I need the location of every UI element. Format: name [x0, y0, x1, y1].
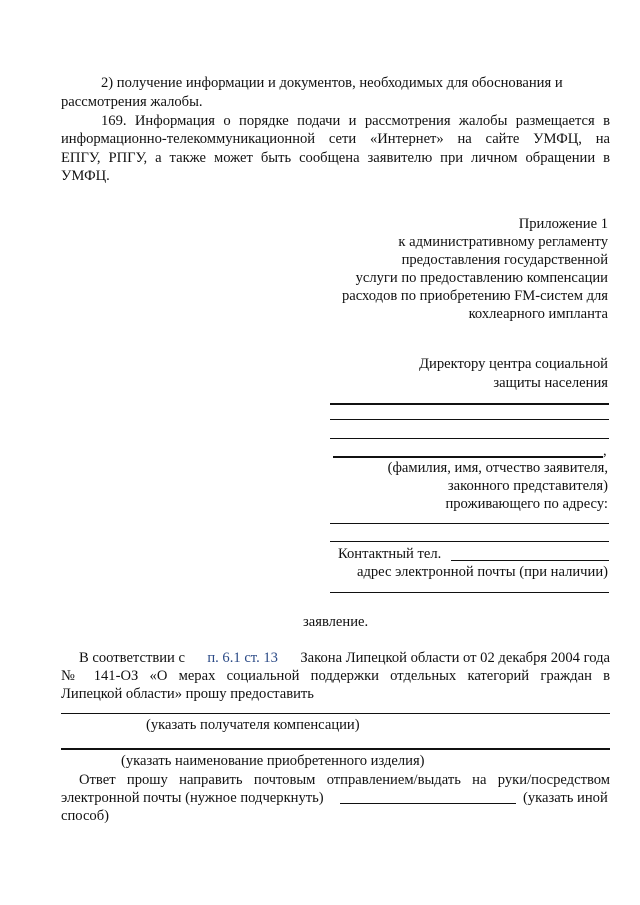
statement-line-2: № 141-ОЗ «О мерах социальной поддержки отдельных категорий граждан в — [61, 668, 610, 684]
recipient-blank[interactable] — [61, 713, 610, 714]
appendix-line-3: услуги по предоставлению компенсации — [355, 270, 608, 286]
appendix-line-1: к административному регламенту — [398, 234, 608, 250]
phone-blank[interactable] — [451, 560, 609, 561]
phone-label: Контактный тел. — [338, 546, 442, 562]
paragraph-169-line-3: ЕПГУ, РПГУ, а также может быть сообщена заявителю при личном обращении в — [61, 150, 610, 166]
paragraph-169-line-2: информационно-телекоммуникационной сети «Интернет» на сайте УМФЦ, на — [61, 131, 610, 147]
addressee-blank-3[interactable] — [330, 438, 609, 439]
product-caption: (указать наименование приобретенного изделия) — [121, 753, 425, 769]
addressee-blank-2[interactable] — [330, 419, 609, 420]
addressee-blank-4[interactable] — [333, 456, 603, 458]
appendix-title: Приложение 1 — [518, 216, 608, 232]
answer-line-2-left: электронной почты (нужное подчеркнуть) — [61, 790, 324, 806]
appendix-line-4: расходов по приобретению FM-систем для — [341, 288, 608, 304]
statement-line-1: В соответствии с п. 6.1 ст. 13 Закона Липецкой области от 02 декабря 2004 года — [79, 650, 610, 666]
appendix-line-2: предоставления государственной — [401, 252, 608, 268]
email-label: адрес электронной почты (при наличии) — [356, 564, 608, 580]
addressee-line-1: Директору центра социальной — [419, 356, 608, 372]
address-blank-1[interactable] — [330, 523, 609, 524]
address-blank-2[interactable] — [330, 541, 609, 542]
addressee-blank-comma: , — [603, 443, 607, 459]
statement-line-3: Липецкой области» прошу предоставить — [61, 686, 314, 702]
product-blank[interactable] — [61, 748, 610, 750]
statement-heading: заявление. — [303, 614, 369, 630]
recipient-caption: (указать получателя компенсации) — [146, 717, 360, 733]
answer-method-blank[interactable] — [340, 803, 516, 804]
residence-address-caption: проживающего по адресу: — [445, 496, 608, 512]
addressee-line-2: защиты населения — [493, 375, 608, 391]
addressee-blank-1[interactable] — [330, 403, 609, 405]
paragraph-169-line-1: 169. Информация о порядке подачи и рассмотрения жалобы размещается в — [101, 113, 610, 129]
paragraph-168-line-2: рассмотрения жалобы. — [61, 94, 203, 110]
answer-line-3: способ) — [61, 808, 110, 824]
paragraph-169-line-4: УМФЦ. — [61, 168, 110, 184]
legal-representative-caption: законного представителя) — [447, 478, 608, 494]
appendix-line-5: кохлеарного импланта — [468, 306, 608, 322]
applicant-name-caption: (фамилия, имя, отчество заявителя, — [387, 460, 608, 476]
answer-line-1: Ответ прошу направить почтовым отправлением/выдать на руки/посредством — [79, 772, 610, 788]
paragraph-168-line-1: 2) получение информации и документов, необходимых для обоснования и — [101, 75, 563, 91]
email-blank[interactable] — [330, 592, 609, 593]
law-article-link[interactable]: п. 6.1 ст. 13 — [207, 650, 278, 666]
answer-line-2-right: (указать иной — [523, 790, 608, 806]
